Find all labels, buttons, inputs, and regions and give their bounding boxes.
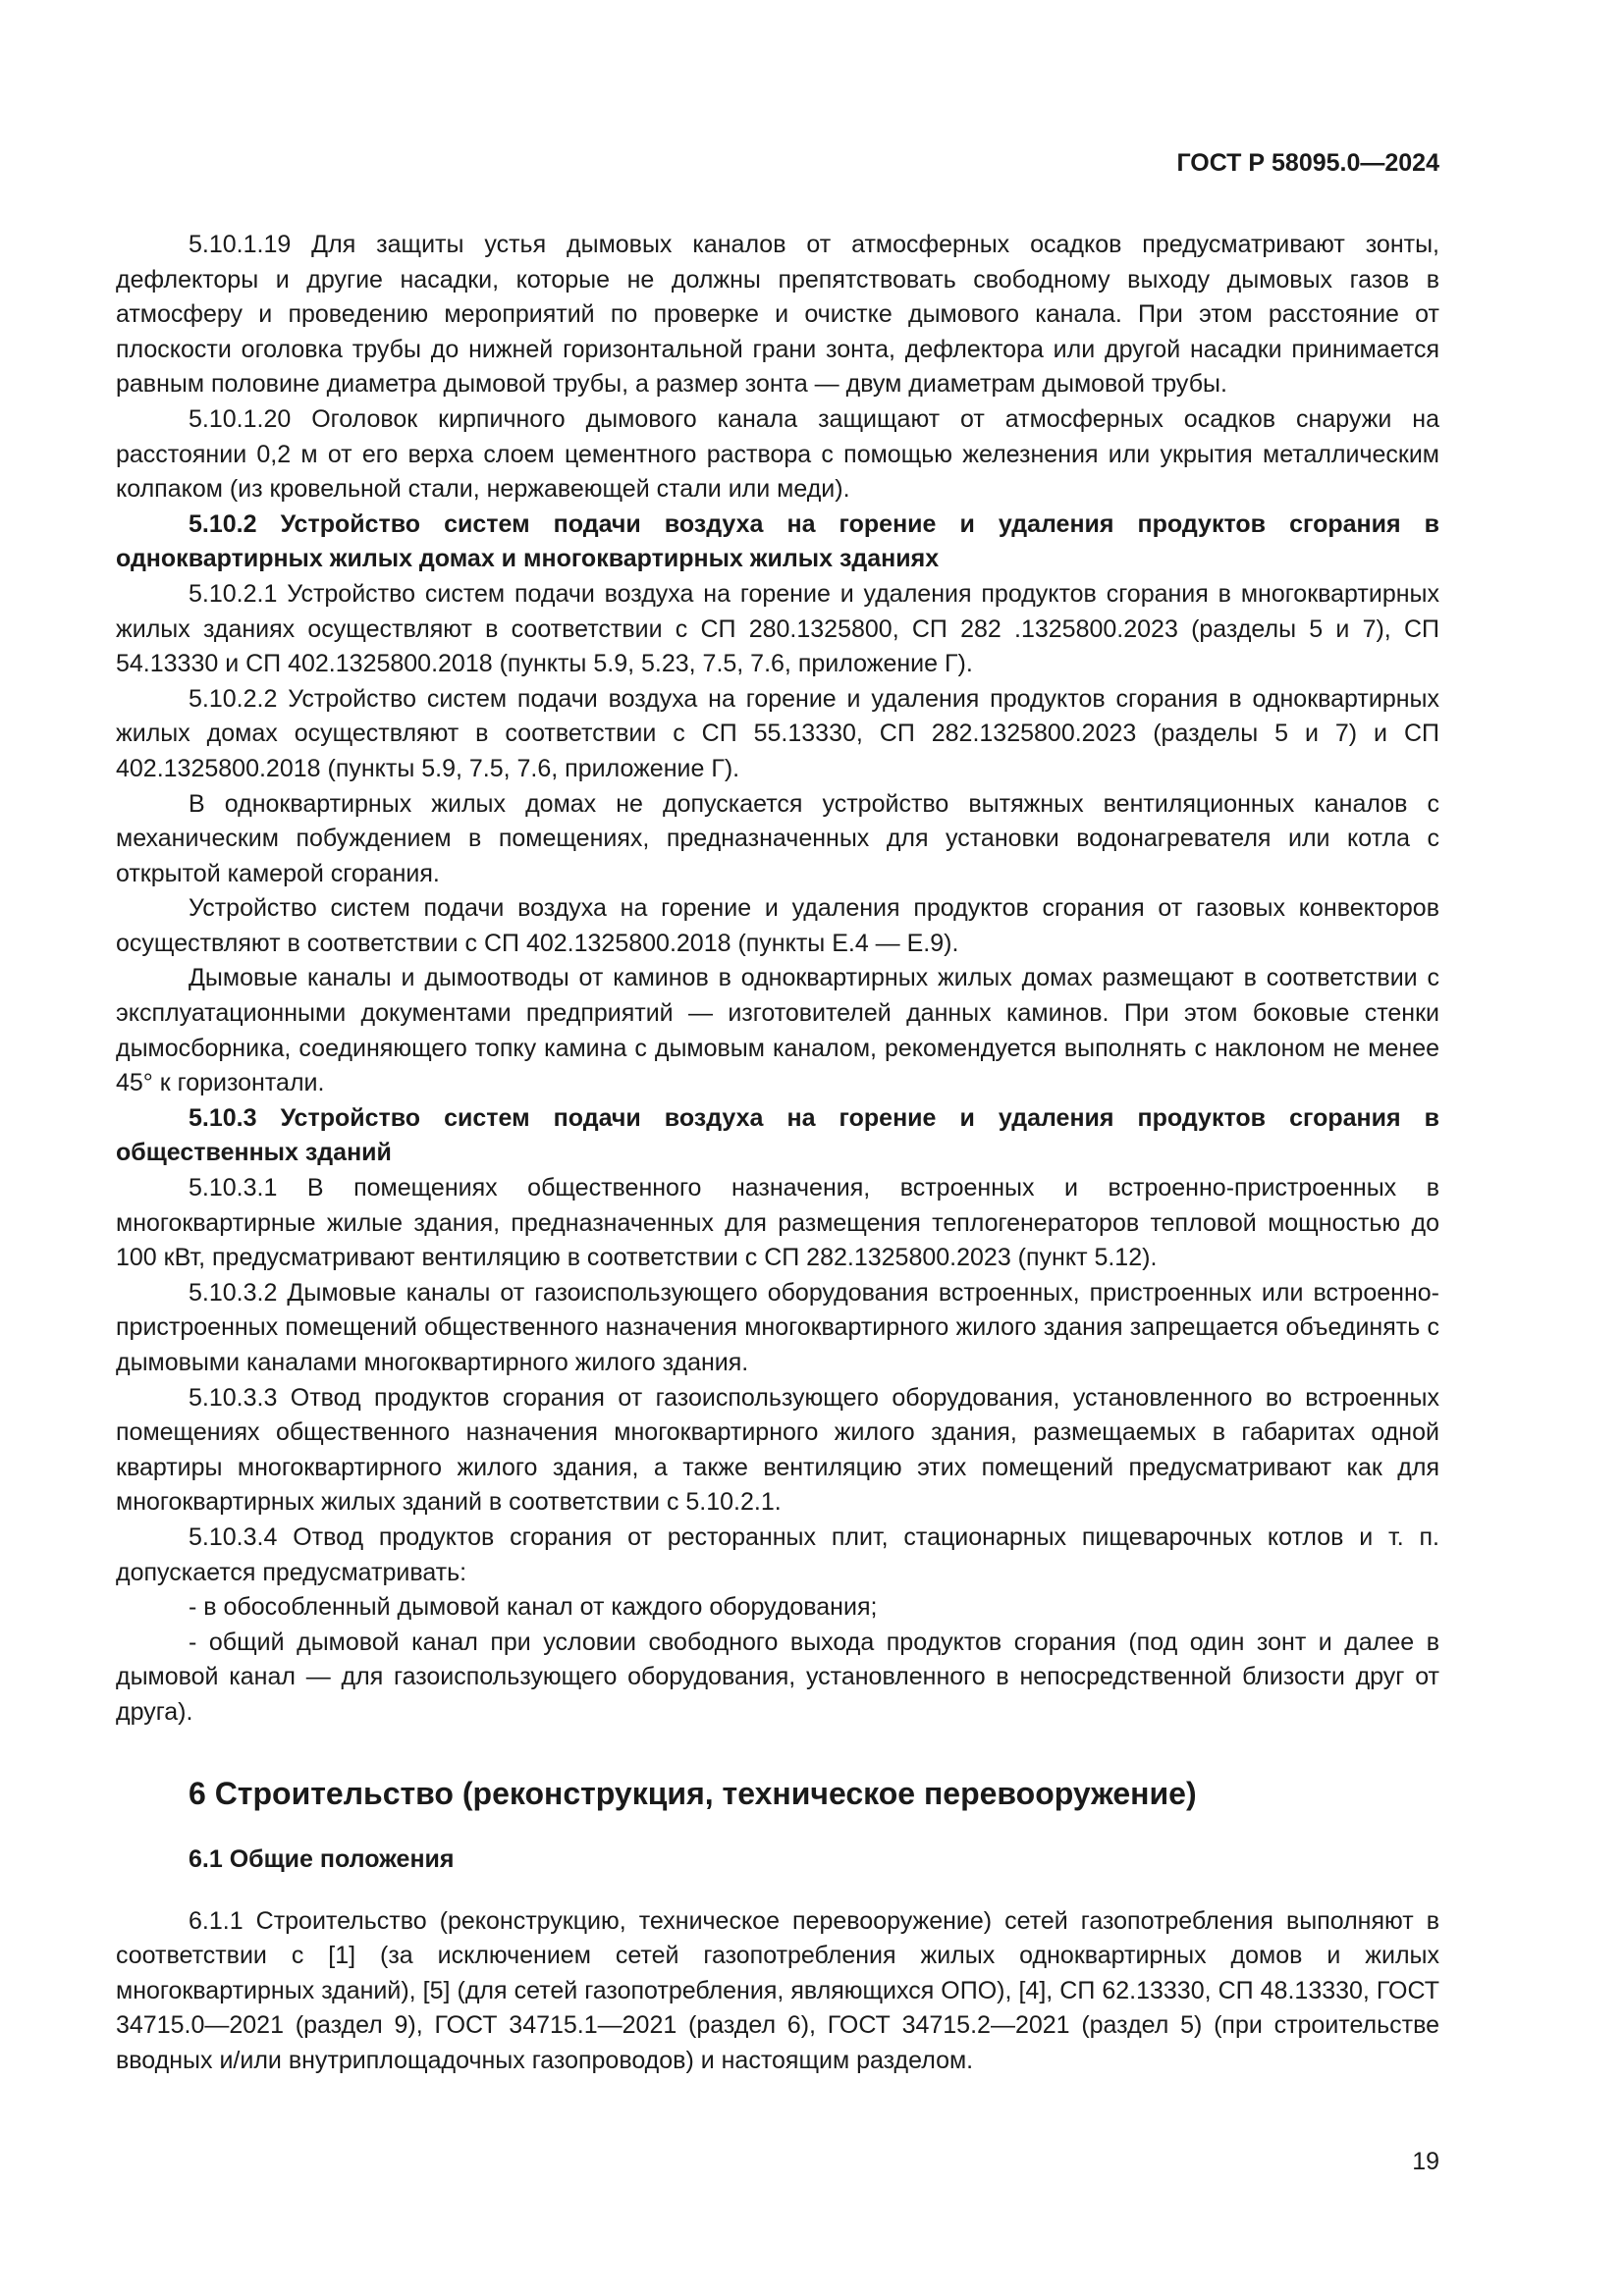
paragraph-exhaust-ducts: В одноквартирных жилых домах не допускается устройство вытяжных вентиляционных каналов с механическим побуждением в помещениях, предназначенных для установки водонагревателя или котла с открытой камерой сгорания.: [116, 789, 1439, 887]
paragraph-5-10-1-20: 5.10.1.20 Оголовок кирпичного дымового канала защищают от атмосферных осадков снаружи на расстоянии 0,2 м от его верха слоем цементного раствора с помощью железнения или укрытия металлическим колпаком (из кровельной стали, нержавеющей стали или меди).: [116, 404, 1439, 504]
paragraph-5-10-3-3: 5.10.3.3 Отвод продуктов сгорания от газоиспользующего оборудования, установленного во встроенных помещениях общественного назначения многоквартирного жилого здания, размещаемых в габаритах одной квартиры многоквартирного жилого здания, а также вентиляцию этих помещений предусматривают как для многоквартирных жилых зданий в соответствии с 5.10.2.1.: [116, 1383, 1439, 1517]
page-number: 19: [1412, 2148, 1439, 2175]
subsection-heading-6-1: 6.1 Общие положения: [189, 1844, 455, 1873]
subsection-heading-5-10-3: 5.10.3 Устройство систем подачи воздуха на горение и удаления продуктов сгорания в общественных зданий: [116, 1103, 1439, 1167]
list-item-separate-duct: - в обособленный дымовой канал от каждого оборудования;: [189, 1593, 878, 1622]
document-body: [116, 228, 1439, 2079]
paragraph-5-10-2-1: 5.10.2.1 Устройство систем подачи воздуха на горение и удаления продуктов сгорания в многоквартирных жилых зданиях осуществляют в соответствии с СП 280.1325800, СП 282 .1325800.2023 (разделы 5 и 7), СП 54.13330 и СП 402.1325800.2018 (пункты 5.9, 5.23, 7.5, 7.6, приложение Г).: [116, 579, 1439, 678]
paragraph-5-10-3-4: 5.10.3.4 Отвод продуктов сгорания от ресторанных плит, стационарных пищеварочных котлов и т. п. допускается предусматривать:: [116, 1522, 1439, 1586]
section-heading-6: 6 Строительство (реконструкция, техническое перевооружение): [189, 1775, 1197, 1811]
paragraph-6-1-1: 6.1.1 Строительство (реконструкцию, техническое перевооружение) сетей газопотребления выполняют в соответствии с [1] (за исключением сетей газопотребления жилых одноквартирных домов и жилых многоквартирных зданий), [5] (для сетей газопотребления, являющихся ОПО), [4], СП 62.13330, СП 48.13330, ГОСТ 34715.0—2021 (раздел 9), ГОСТ 34715.1—2021 (раздел 6), ГОСТ 34715.2—2021 (раздел 5) (при строительстве вводных и/или внутриплощадочных газопроводов) и настоящим разделом.: [116, 1906, 1439, 2074]
paragraph-5-10-1-19: 5.10.1.19 Для защиты устья дымовых каналов от атмосферных осадков предусматривают зонты, дефлекторы и другие насадки, которые не должны препятствовать свободному выходу дымовых газов в атмосферу и проведению мероприятий по проверке и очистке дымового канала. При этом расстояние от плоскости оголовка трубы до нижней горизонтальной грани зонта, дефлектора или другой насадки принимается равным половине диаметра дымовой трубы, а размер зонта — двум диаметрам дымовой трубы.: [116, 231, 1439, 399]
list-item-common-duct: - общий дымовой канал при условии свободного выхода продуктов сгорания (под один зонт и далее в дымовой канал — для газоиспользующего оборудования, установленного в непосредственной близости друг от друга).: [116, 1628, 1439, 1726]
paragraph-5-10-3-2: 5.10.3.2 Дымовые каналы от газоиспользующего оборудования встроенных, пристроенных или встроенно-пристроенных помещений общественного назначения многоквартирного жилого здания запрещается объединять с дымовыми каналами многоквартирного жилого здания.: [116, 1278, 1439, 1376]
paragraph-fireplaces: Дымовые каналы и дымоотводы от каминов в одноквартирных жилых домах размещают в соответствии с эксплуатационными документами предприятий — изготовителей данных каминов. При этом боковые стенки дымосборника, соединяющего топку камина с дымовым каналом, рекомендуется выполнять с наклоном не менее 45° к горизонтали.: [116, 964, 1439, 1097]
paragraph-5-10-3-1: 5.10.3.1 В помещениях общественного назначения, встроенных и встроенно-пристроенных в многоквартирные жилые здания, предназначенных для размещения теплогенераторов тепловой мощностью до 100 кВт, предусматривают вентиляцию в соответствии с СП 282.1325800.2023 (пункт 5.12).: [116, 1174, 1439, 1272]
paragraph-5-10-2-2: 5.10.2.2 Устройство систем подачи воздуха на горение и удаления продуктов сгорания в одноквартирных жилых домах осуществляют в соответствии с СП 55.13330, СП 282.1325800.2023 (разделы 5 и 7) и СП 402.1325800.2018 (пункты 5.9, 7.5, 7.6, приложение Г).: [116, 684, 1439, 782]
paragraph-convectors: Устройство систем подачи воздуха на горение и удаления продуктов сгорания от газовых конвекторов осуществляют в соответствии с СП 402.1325800.2018 (пункты Е.4 — Е.9).: [116, 894, 1439, 957]
document-code-header: ГОСТ Р 58095.0—2024: [1176, 149, 1439, 177]
subsection-heading-5-10-2: 5.10.2 Устройство систем подачи воздуха на горение и удаления продуктов сгорания в одноквартирных жилых домах и многоквартирных жилых зданиях: [116, 509, 1439, 573]
